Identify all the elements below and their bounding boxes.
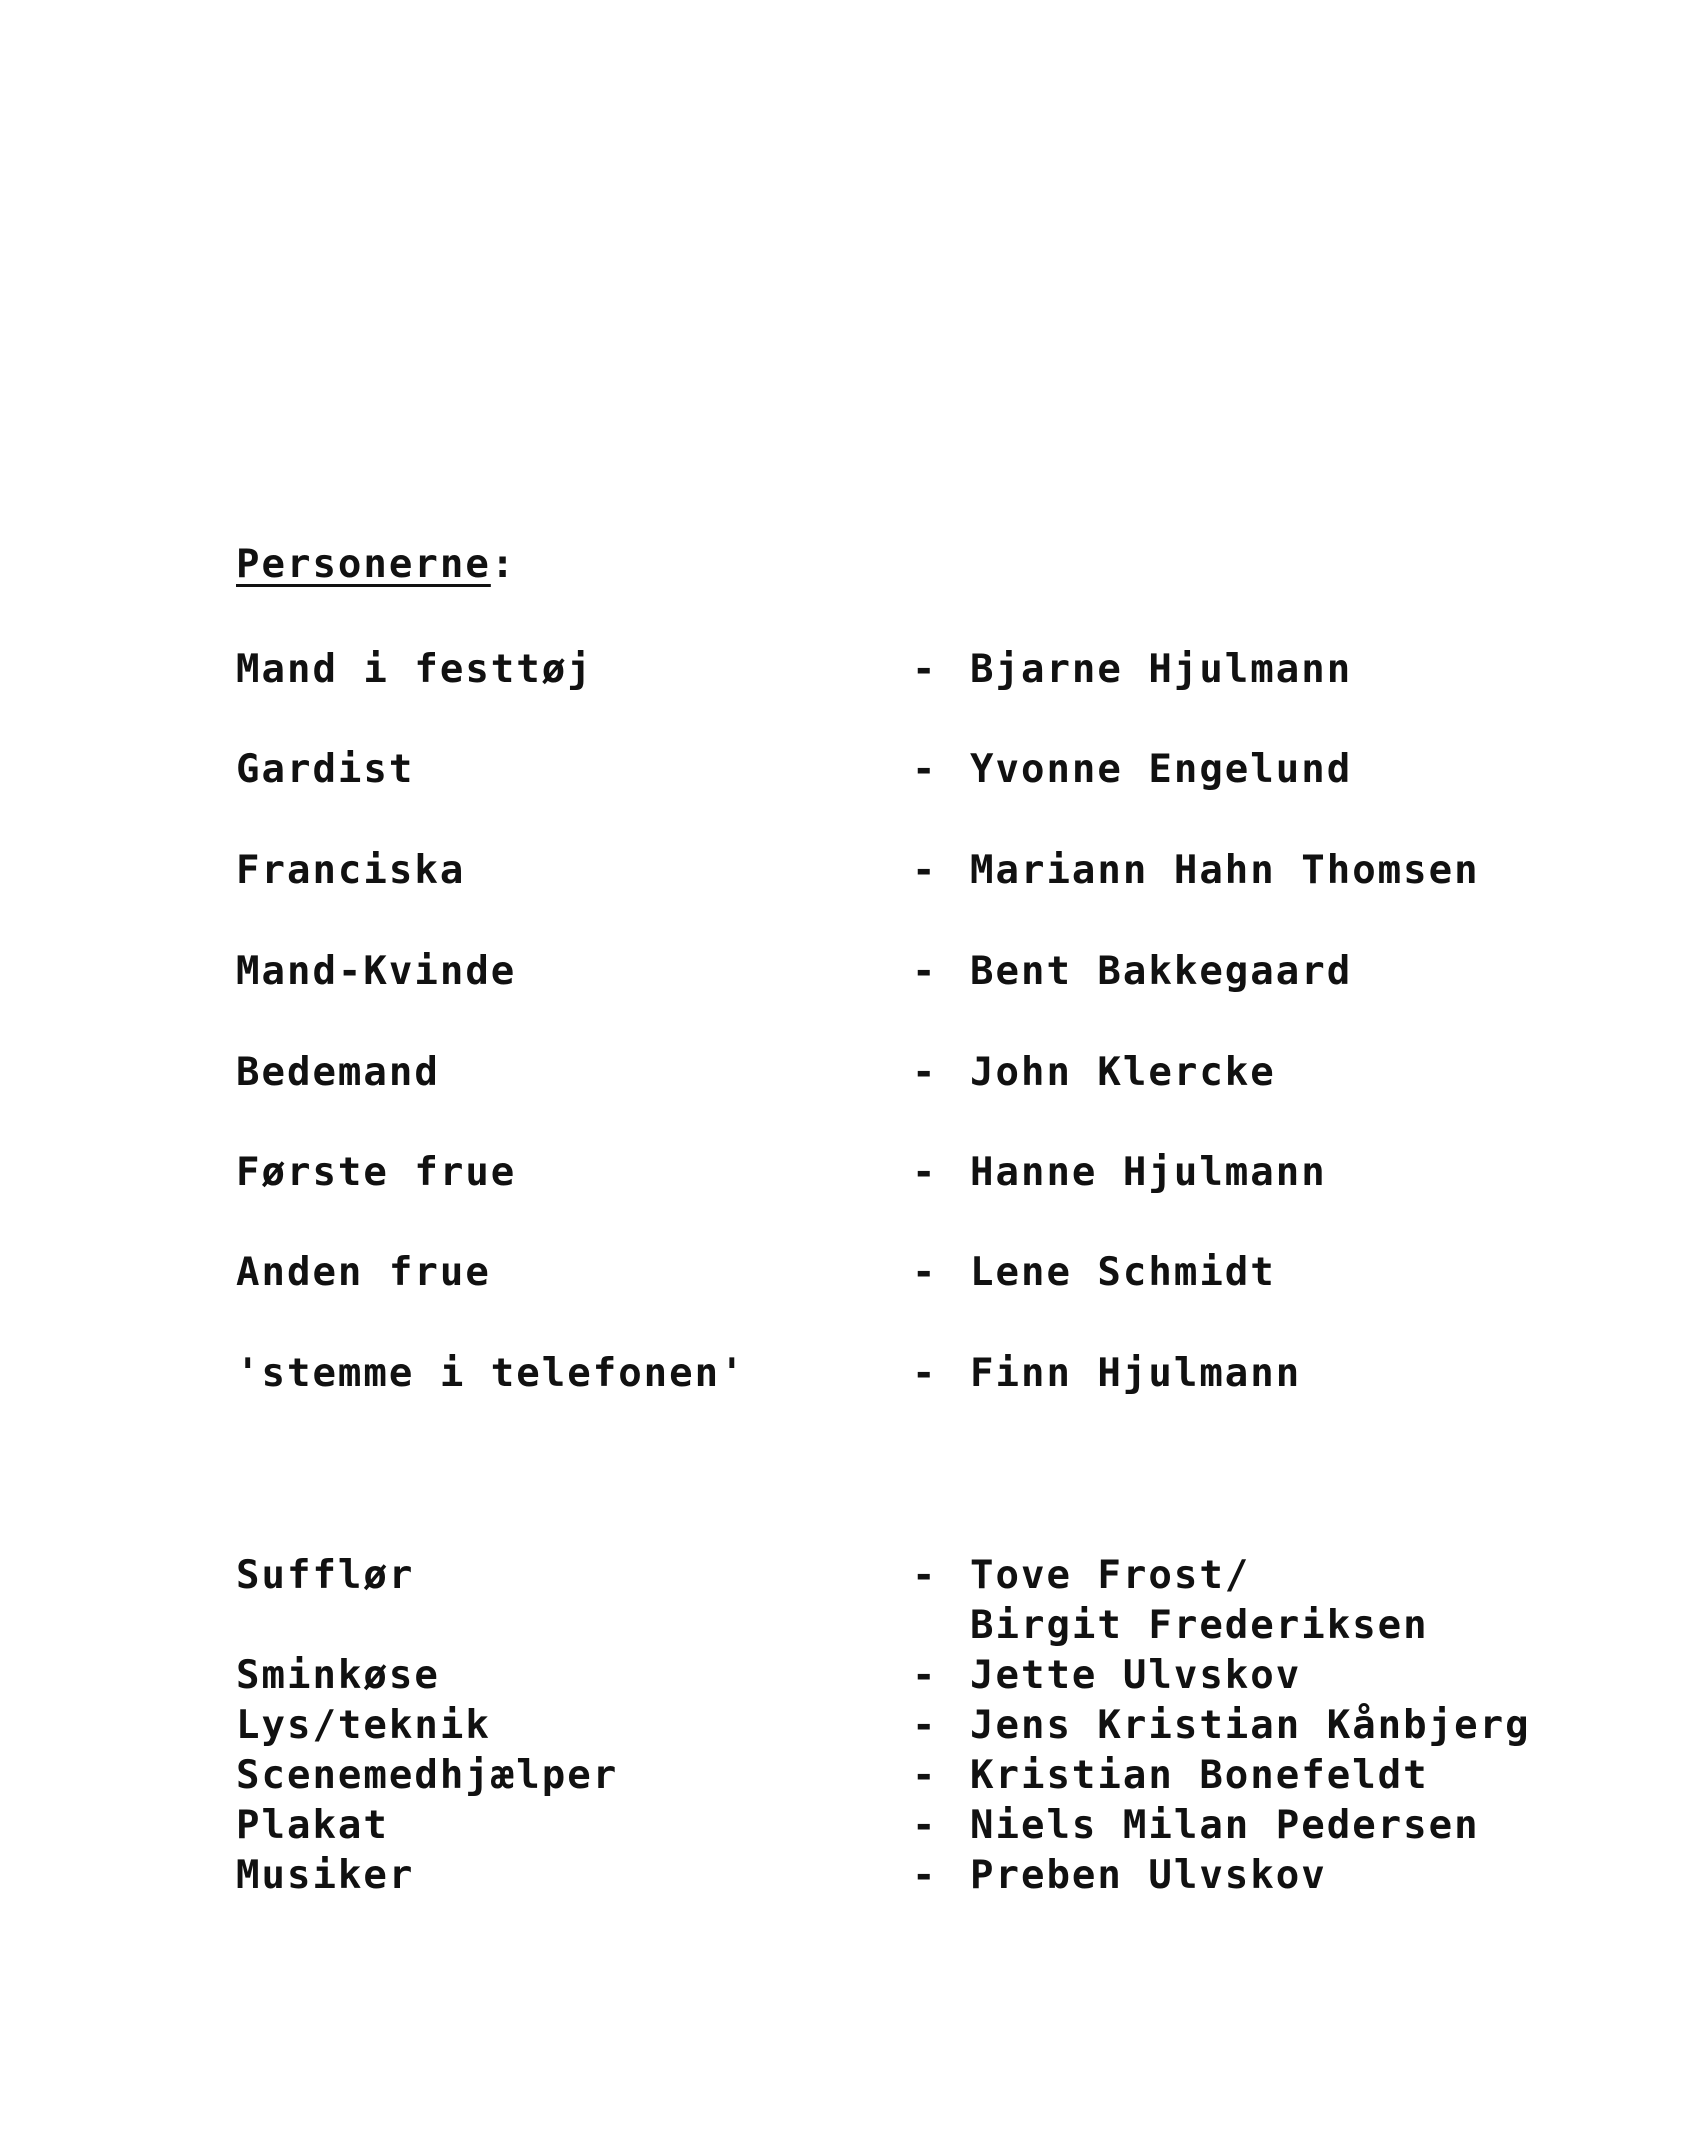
separator-dash: - (912, 848, 938, 893)
crew-member: Jette Ulvskov (970, 1653, 1302, 1698)
cast-role: Bedemand (236, 1050, 440, 1095)
crew-member: Kristian Bonefeldt (970, 1753, 1429, 1798)
cast-row (236, 1147, 1676, 1199)
crew-role: Musiker (236, 1853, 415, 1898)
crew-row (236, 1750, 1676, 1802)
cast-actor: Hanne Hjulmann (970, 1150, 1327, 1195)
crew-member-second-line: Birgit Frederiksen (970, 1603, 1429, 1648)
separator-dash: - (912, 1703, 938, 1748)
separator-dash: - (912, 1050, 938, 1095)
crew-role: Plakat (236, 1803, 389, 1848)
cast-actor: Lene Schmidt (970, 1250, 1276, 1295)
crew-row (236, 1550, 1676, 1652)
separator-dash: - (912, 1553, 938, 1598)
crew-role: Scenemedhjælper (236, 1753, 619, 1798)
cast-row (236, 1348, 1676, 1400)
crew-member: Preben Ulvskov (970, 1853, 1327, 1898)
cast-row (236, 1247, 1676, 1299)
separator-dash: - (912, 1653, 938, 1698)
crew-row (236, 1650, 1676, 1702)
separator-dash: - (912, 1853, 938, 1898)
cast-actor: Finn Hjulmann (970, 1351, 1302, 1396)
separator-dash: - (912, 647, 938, 692)
cast-heading (236, 540, 516, 590)
crew-row (236, 1850, 1676, 1902)
separator-dash: - (912, 1803, 938, 1848)
cast-role: Mand-Kvinde (236, 949, 517, 994)
cast-role: Gardist (236, 747, 415, 792)
cast-actor: Mariann Hahn Thomsen (970, 848, 1480, 893)
cast-row (236, 744, 1676, 796)
cast-row (236, 845, 1676, 897)
separator-dash: - (912, 1753, 938, 1798)
crew-role: Sufflør (236, 1553, 415, 1598)
cast-heading-text: Personerne (236, 542, 491, 587)
cast-actor: Yvonne Engelund (970, 747, 1353, 792)
cast-row (236, 1047, 1676, 1099)
separator-dash: - (912, 747, 938, 792)
cast-row (236, 946, 1676, 998)
cast-role: 'stemme i telefonen' (236, 1351, 746, 1396)
crew-role: Lys/teknik (236, 1703, 491, 1748)
cast-actor: John Klercke (970, 1050, 1276, 1095)
cast-actor: Bent Bakkegaard (970, 949, 1353, 994)
cast-heading-colon: : (490, 542, 517, 587)
separator-dash: - (912, 1351, 938, 1396)
cast-role: Mand i festtøj (236, 647, 593, 692)
separator-dash: - (912, 1250, 938, 1295)
crew-row (236, 1800, 1676, 1852)
cast-role: Første frue (236, 1150, 517, 1195)
cast-row (236, 644, 1676, 696)
crew-member: Jens Kristian Kånbjerg (970, 1703, 1531, 1748)
crew-member: Niels Milan Pedersen (970, 1803, 1480, 1848)
cast-actor: Bjarne Hjulmann (970, 647, 1353, 692)
separator-dash: - (912, 949, 938, 994)
cast-role: Franciska (236, 848, 466, 893)
crew-row (236, 1700, 1676, 1752)
separator-dash: - (912, 1150, 938, 1195)
crew-member: Tove Frost/ (970, 1553, 1251, 1598)
cast-role: Anden frue (236, 1250, 491, 1295)
crew-role: Sminkøse (236, 1653, 440, 1698)
